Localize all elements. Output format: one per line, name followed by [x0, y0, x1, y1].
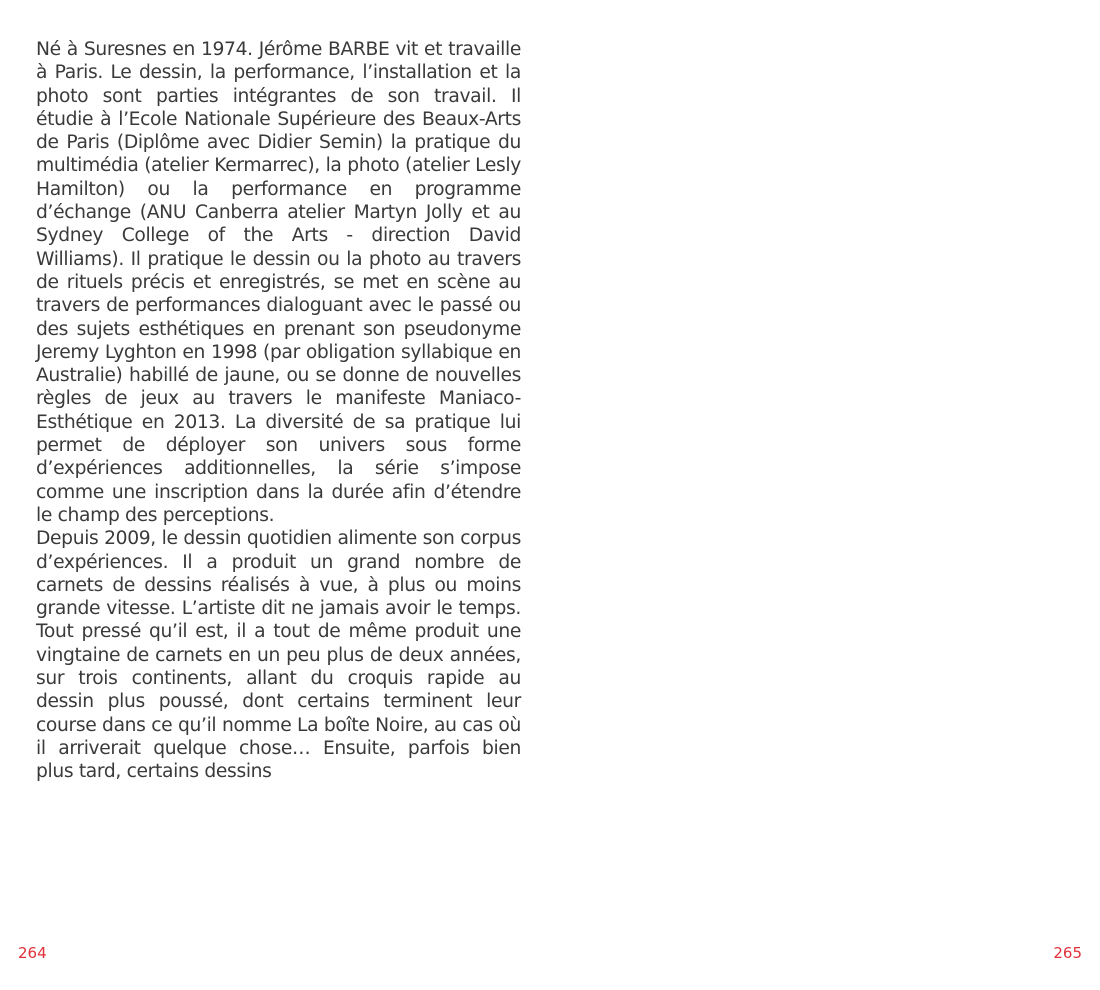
biography-paragraph-2: Depuis 2009, le dessin quotidien alimente son corpus d’expériences. Il a produit un grand nombre de carnets de dessins réalisés à vue, à plus ou moins grande vitesse. L’artiste dit ne jamais avoir le temps. Tout pressé qu’il est, il a tout de même produit une vingtaine de carnets en un peu plus de deux années, sur trois continents, allant du croquis rapide au dessin plus poussé, dont certains terminent leur course dans ce qu’il nomme La boîte Noire, au cas où il arriverait quelque chose… Ensuite, parfois bien plus tard, certains dessins: [36, 528, 521, 783]
biography-text: [36, 38, 521, 784]
page-number-right: 265: [1053, 944, 1082, 962]
page-number-left: 264: [18, 944, 47, 962]
biography-paragraph-1: Né à Suresnes en 1974. Jérôme BARBE vit et travaille à Paris. Le dessin, la performance, l’installation et la photo sont parties intégrantes de son travail. Il étudie à l’Ecole Nationale Supérieure des Beaux-Arts de Paris (Diplôme avec Didier Semin) la pratique du multimédia (atelier Kermarrec), la photo (atelier Lesly Hamilton) ou la performance en programme d’échange (ANU Canberra atelier Martyn Jolly et au Sydney College of the Arts - direction David Williams). Il pratique le dessin ou la photo au travers de rituels précis et enregistrés, se met en scène au travers de performances dialoguant avec le passé ou des sujets esthétiques en prenant son pseudonyme Jeremy Lyghton en 1998 (par obligation syllabique en Australie) habillé de jaune, ou se donne de nouvelles règles de jeux au travers le manifeste Maniaco-Esthétique en 2013. La diversité de sa pratique lui permet de déployer son univers sous forme d’expériences additionnelles, la série s’impose comme une inscription dans la durée afin d’étendre le champ des perceptions.: [36, 39, 521, 526]
right-page: [550, 0, 1100, 990]
